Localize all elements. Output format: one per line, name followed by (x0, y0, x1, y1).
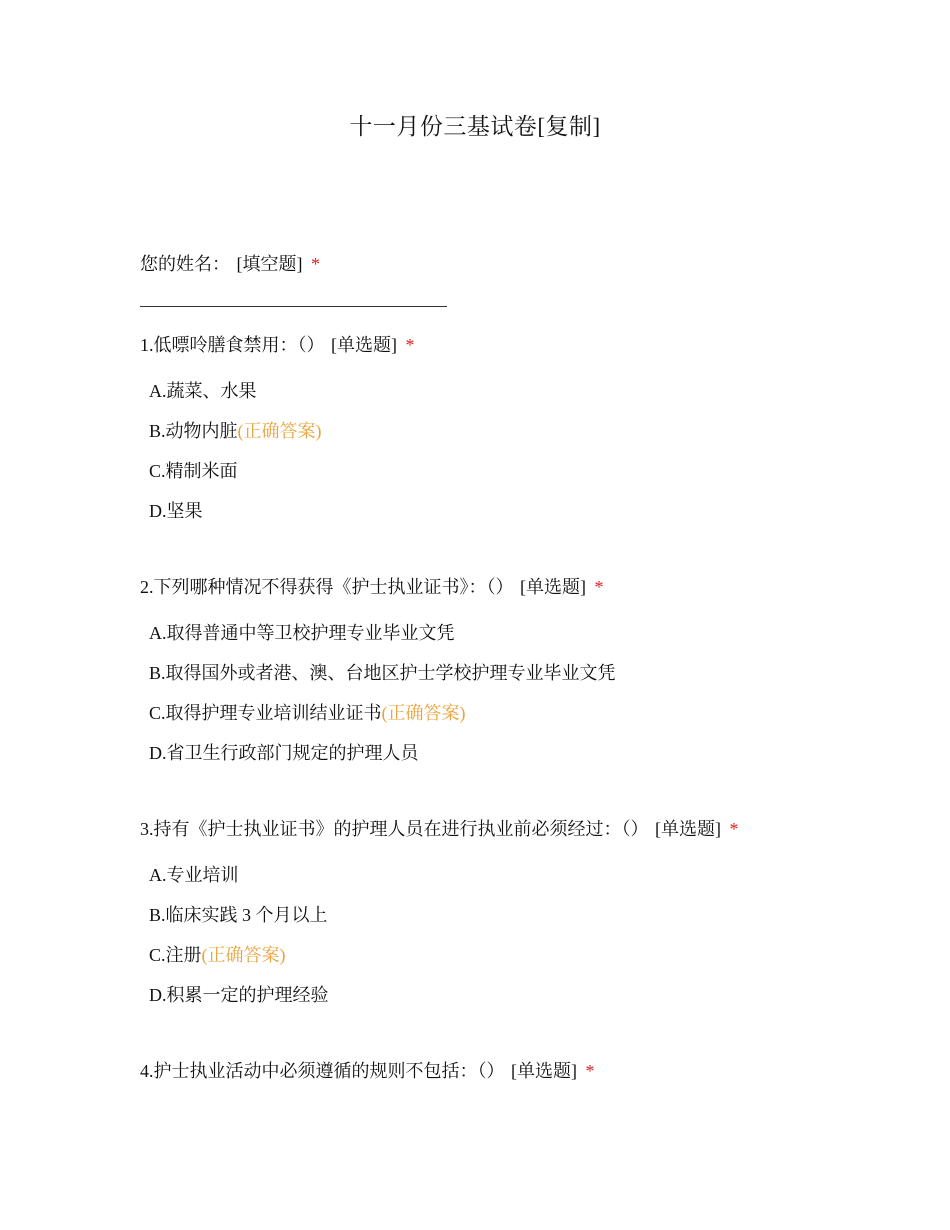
option-3c[interactable] (149, 943, 286, 967)
option-1a[interactable] (149, 379, 257, 403)
option-text: A.专业培训 (149, 865, 239, 885)
question-type-tag: [单选题] (655, 819, 721, 839)
name-answer-line[interactable] (140, 306, 447, 307)
option-1c[interactable] (149, 459, 238, 483)
option-text: A.蔬菜、水果 (149, 381, 257, 401)
option-text: B.临床实践 3 个月以上 (149, 905, 328, 925)
option-text: C.注册 (149, 945, 202, 965)
question-4 (140, 1059, 595, 1083)
correct-answer-tag: (正确答案) (381, 703, 466, 723)
correct-answer-tag: (正确答案) (201, 945, 286, 965)
option-text: B.取得国外或者港、澳、台地区护士学校护理专业毕业文凭 (149, 663, 616, 683)
required-mark: * (311, 254, 320, 274)
required-mark: * (594, 577, 604, 597)
option-text: D.积累一定的护理经验 (149, 985, 329, 1005)
required-mark: * (729, 819, 739, 839)
option-text: A.取得普通中等卫校护理专业毕业文凭 (149, 623, 455, 643)
option-1d[interactable] (149, 499, 203, 523)
option-text: B.动物内脏 (149, 421, 238, 441)
question-text: 2.下列哪种情况不得获得《护士执业证书》：（） (140, 577, 514, 597)
question-type-tag: [填空题] (236, 254, 303, 274)
question-1 (140, 333, 415, 357)
question-type-tag: [单选题] (331, 335, 397, 355)
option-1b[interactable] (149, 419, 322, 443)
correct-answer-tag: (正确答案) (237, 421, 322, 441)
option-text: C.取得护理专业培训结业证书 (149, 703, 382, 723)
required-mark: * (405, 335, 415, 355)
question-type-tag: [单选题] (520, 577, 586, 597)
option-3b[interactable] (149, 903, 328, 927)
name-question (140, 252, 320, 276)
option-text: D.坚果 (149, 501, 203, 521)
question-type-tag: [单选题] (511, 1061, 577, 1081)
option-2a[interactable] (149, 621, 455, 645)
option-2c[interactable] (149, 701, 466, 725)
question-text: 3.持有《护士执业证书》的护理人员在进行执业前必须经过：（） (140, 819, 649, 839)
option-3a[interactable] (149, 863, 239, 887)
name-label: 您的姓名： (140, 254, 230, 274)
question-2 (140, 575, 604, 599)
question-text: 1.低嘌呤膳食禁用：（） (140, 335, 325, 355)
option-2d[interactable] (149, 741, 419, 765)
question-text: 4.护士执业活动中必须遵循的规则不包括：（） (140, 1061, 505, 1081)
option-text: C.精制米面 (149, 461, 238, 481)
option-text: D.省卫生行政部门规定的护理人员 (149, 743, 419, 763)
required-mark: * (585, 1061, 595, 1081)
page-title: 十一月份三基试卷[复制] (349, 114, 601, 139)
option-2b[interactable] (149, 661, 616, 685)
question-3 (140, 817, 739, 841)
option-3d[interactable] (149, 983, 329, 1007)
